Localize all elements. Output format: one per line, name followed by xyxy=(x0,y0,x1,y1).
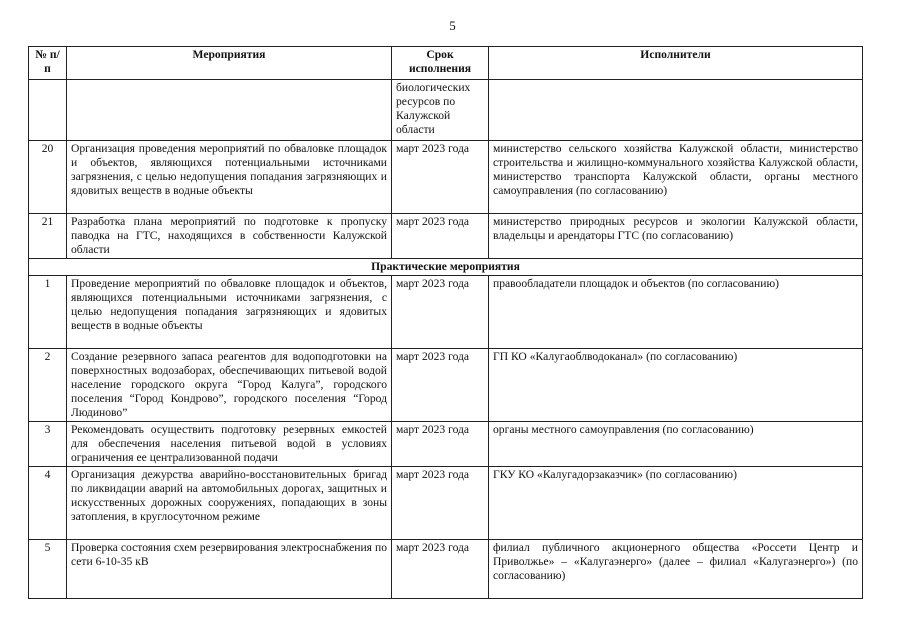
row-executors: ГП КО «Калугаоблводоканал» (по согласованию) xyxy=(489,349,863,422)
header-event: Мероприятия xyxy=(67,47,392,80)
header-deadline: Срок исполнения xyxy=(392,47,489,80)
row-event: Организация проведения мероприятий по обваловке площадок и объектов, являющихся потенциальными источниками загрязнения, с целью недопущения попадания загрязняющих и ядовитых веществ в водные объекты xyxy=(67,141,392,214)
row-executors: ГКУ КО «Калугадорзаказчик» (по согласованию) xyxy=(489,467,863,540)
row-event: Рекомендовать осуществить подготовку резервных емкостей для обеспечения населения питьевой водой в условиях ограничения ее централизованной подачи xyxy=(67,422,392,467)
row-num: 4 xyxy=(29,467,67,540)
table-row xyxy=(29,540,863,599)
header-executors: Исполнители xyxy=(489,47,863,80)
row-event: Создание резервного запаса реагентов для водоподготовки на поверхностных водозаборах, обеспечивающих питьевой водой население городского округа “Город Калуга”, городского поселения “Город Кондрово”, городского поселения “Город Людиново” xyxy=(67,349,392,422)
row-num xyxy=(29,80,67,141)
row-deadline: март 2023 года xyxy=(392,540,489,599)
table-row xyxy=(29,276,863,349)
table-row xyxy=(29,141,863,214)
section-title: Практические мероприятия xyxy=(29,259,863,276)
row-event: Организация дежурства аварийно-восстановительных бригад по ликвидации аварий на автомобильных дорогах, защитных и искусственных дорожных сооружениях, попадающих в зоны затопления, в круглосуточном режиме xyxy=(67,467,392,540)
row-executors: правообладатели площадок и объектов (по согласованию) xyxy=(489,276,863,349)
row-event xyxy=(67,80,392,141)
table-header-row xyxy=(29,47,863,80)
row-deadline: биологических ресурсов по Калужской области xyxy=(392,80,489,141)
section-row xyxy=(29,259,863,276)
row-deadline: март 2023 года xyxy=(392,214,489,259)
row-event: Проведение мероприятий по обваловке площадок и объектов, являющихся потенциальными источниками загрязнения, с целью недопущения попадания загрязняющих и ядовитых веществ в водные объекты xyxy=(67,276,392,349)
activities-table xyxy=(28,46,863,599)
row-num: 5 xyxy=(29,540,67,599)
header-num: № п/п xyxy=(29,47,67,80)
table-row xyxy=(29,422,863,467)
table-row xyxy=(29,214,863,259)
row-executors xyxy=(489,80,863,141)
row-deadline: март 2023 года xyxy=(392,276,489,349)
row-executors: министерство природных ресурсов и экологии Калужской области, владельцы и арендаторы ГТС (по согласованию) xyxy=(489,214,863,259)
row-executors: министерство сельского хозяйства Калужской области, министерство строительства и жилищно-коммунального хозяйства Калужской области, министерство транспорта Калужской области, органы местного самоуправления (по согласованию) xyxy=(489,141,863,214)
row-num: 3 xyxy=(29,422,67,467)
row-num: 1 xyxy=(29,276,67,349)
row-executors: филиал публичного акционерного общества «Россети Центр и Приволжье» – «Калугаэнерго» (далее – филиал «Калугаэнерго») (по согласованию) xyxy=(489,540,863,599)
row-executors: органы местного самоуправления (по согласованию) xyxy=(489,422,863,467)
row-num: 21 xyxy=(29,214,67,259)
row-num: 2 xyxy=(29,349,67,422)
row-event: Проверка состояния схем резервирования электроснабжения по сети 6-10-35 кВ xyxy=(67,540,392,599)
row-deadline: март 2023 года xyxy=(392,467,489,540)
row-deadline: март 2023 года xyxy=(392,349,489,422)
row-deadline: март 2023 года xyxy=(392,141,489,214)
table-row xyxy=(29,80,863,141)
row-deadline: март 2023 года xyxy=(392,422,489,467)
table-row xyxy=(29,349,863,422)
table-row xyxy=(29,467,863,540)
row-num: 20 xyxy=(29,141,67,214)
row-event: Разработка плана мероприятий по подготовке к пропуску паводка на ГТС, находящихся в собственности Калужской области xyxy=(67,214,392,259)
page-number: 5 xyxy=(449,18,456,33)
